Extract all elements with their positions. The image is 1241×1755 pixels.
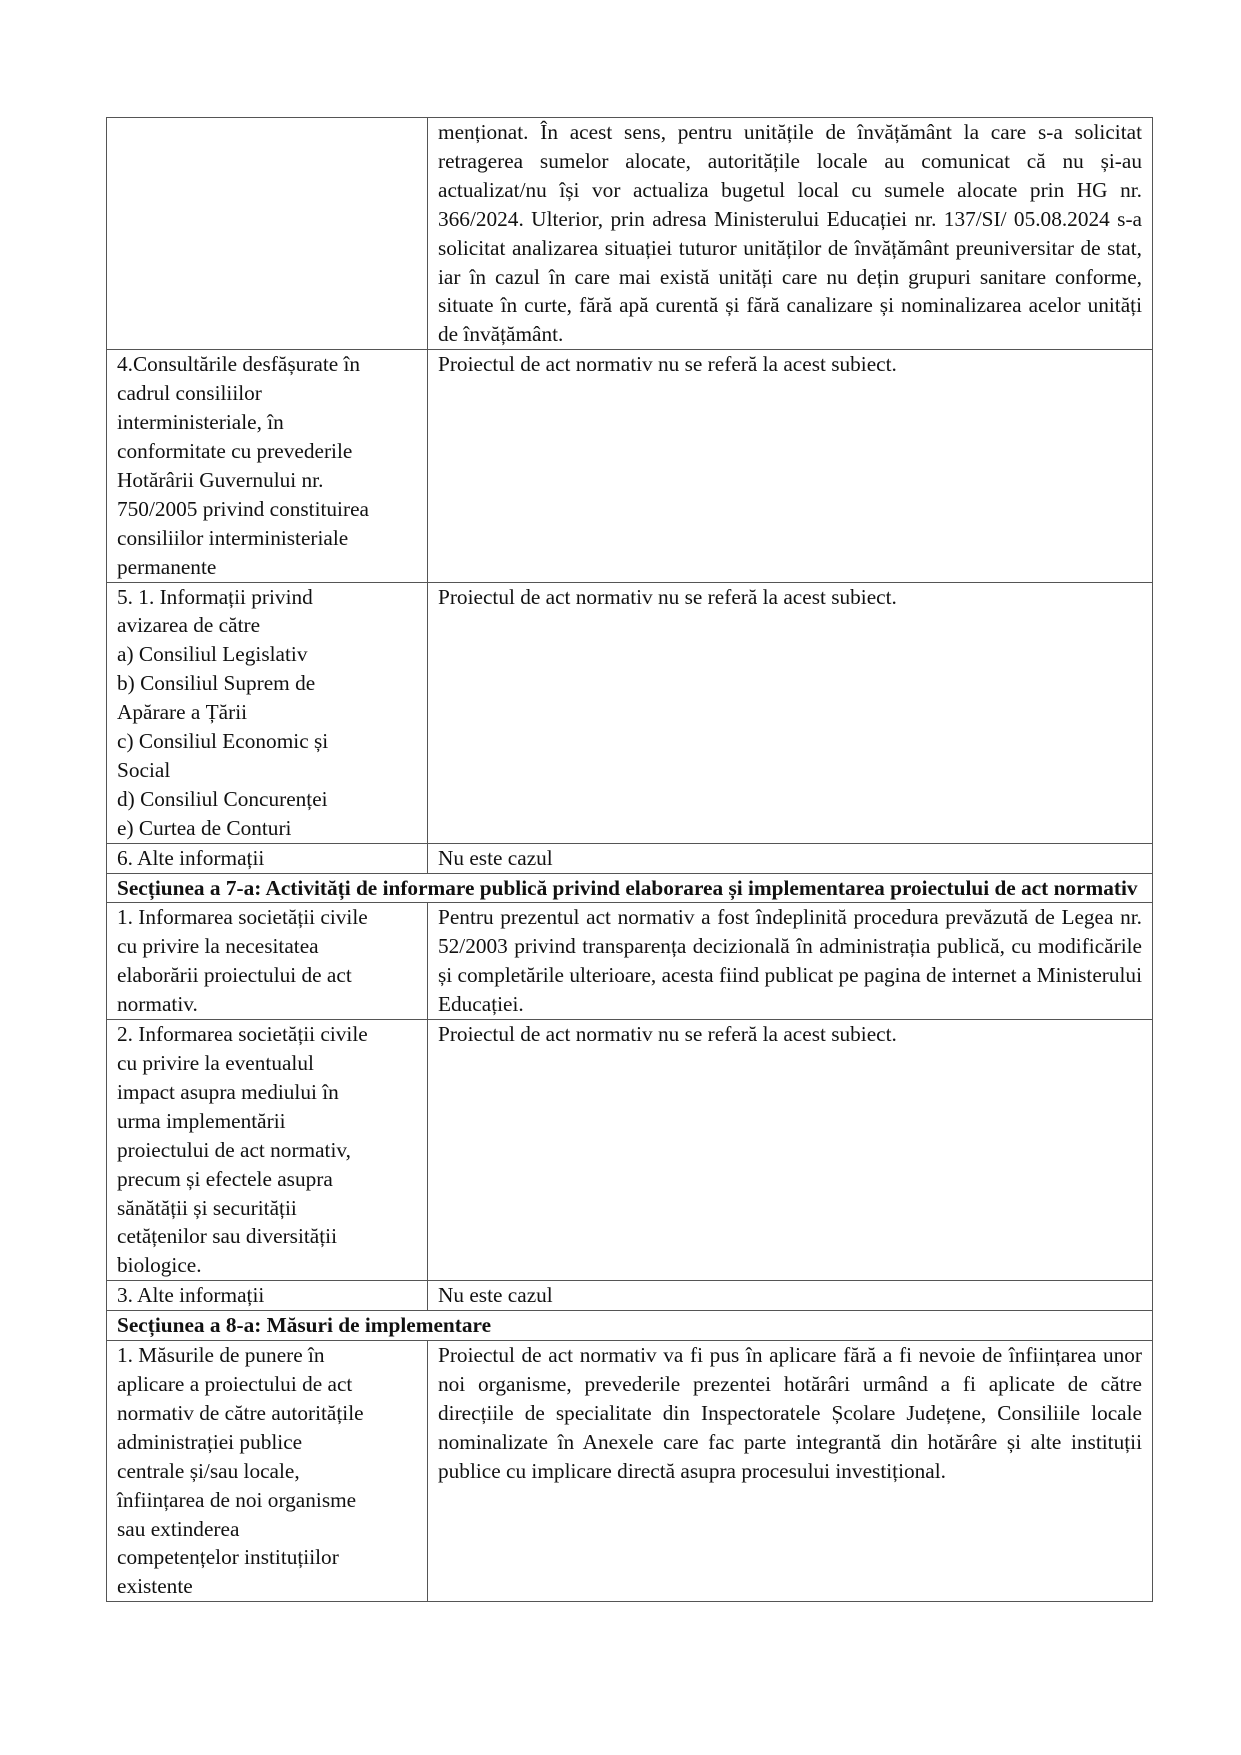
table-row	[107, 582, 1153, 843]
section-header-row	[107, 873, 1153, 903]
row-label-cell	[107, 1341, 428, 1602]
row-content-cell: Nu este cazul	[428, 1281, 1153, 1311]
row-label-line: e) Curtea de Conturi	[117, 815, 292, 840]
row-label-line: 750/2005 privind constituirea	[117, 496, 369, 521]
section-title: Secțiunea a 7-a: Activități de informare publică privind elaborarea și implementarea proiectului de act normativ	[107, 873, 1153, 903]
row-content-cell: Pentru prezentul act normativ a fost îndeplinită procedura prevăzută de Legea nr. 52/2003 privind transparența decizională în administrația publică, cu modificările și completările ulterioare, acesta fiind publicat pe pagina de internet a Ministerului Educației.	[428, 903, 1153, 1020]
row-label-line: 1. Măsurile de punere în	[117, 1343, 325, 1368]
row-label-line: administrației publice	[117, 1429, 303, 1454]
section-title: Secțiunea a 8-a: Măsuri de implementare	[107, 1311, 1153, 1341]
row-label-line: 5. 1. Informații privind	[117, 584, 313, 609]
row-content-cell: Proiectul de act normativ nu se referă la acest subiect.	[428, 1020, 1153, 1281]
row-label-line: aplicare a proiectului de act	[117, 1371, 353, 1396]
table-row	[107, 1341, 1153, 1602]
row-label-line: sănătății și securității	[117, 1195, 297, 1220]
row-label-line: d) Consiliul Concurenței	[117, 786, 328, 811]
row-label-line: centrale și/sau locale,	[117, 1458, 300, 1483]
row-label-cell	[107, 903, 428, 1020]
row-label-cell	[107, 843, 428, 873]
row-label-line: 1. Informarea societății civile	[117, 905, 368, 930]
section-header-row	[107, 1311, 1153, 1341]
row-content-cell: Nu este cazul	[428, 843, 1153, 873]
row-label-line: 4.Consultările desfășurate în	[117, 352, 361, 377]
row-label-cell	[107, 118, 428, 350]
row-label-line: înființarea de noi organisme	[117, 1487, 357, 1512]
row-label-line: Hotărârii Guvernului nr.	[117, 467, 324, 492]
row-label-cell	[107, 1281, 428, 1311]
row-content-cell: Proiectul de act normativ nu se referă la acest subiect.	[428, 582, 1153, 843]
row-label-line: b) Consiliul Suprem de	[117, 671, 316, 696]
row-label-line: competențelor instituțiilor	[117, 1545, 339, 1570]
row-label-line: Apărare a Țării	[117, 700, 248, 725]
row-label-cell	[107, 1020, 428, 1281]
row-label-line: normativ.	[117, 992, 198, 1017]
row-label-line: conformitate cu prevederile	[117, 438, 353, 463]
table-row	[107, 843, 1153, 873]
row-label-line: interministeriale, în	[117, 410, 284, 435]
row-label-line: permanente	[117, 554, 217, 579]
row-label-line: existente	[117, 1574, 193, 1599]
row-label-line: 6. Alte informații	[117, 845, 265, 870]
table-row	[107, 118, 1153, 350]
row-content-cell: Proiectul de act normativ nu se referă la acest subiect.	[428, 350, 1153, 582]
row-label-line: consiliilor interministeriale	[117, 525, 349, 550]
row-label-cell	[107, 350, 428, 582]
row-label-line: precum și efectele asupra	[117, 1166, 333, 1191]
table-row	[107, 903, 1153, 1020]
document-table	[106, 117, 1153, 1602]
row-label-line: normativ de către autoritățile	[117, 1400, 364, 1425]
row-label-line: cetățenilor sau diversității	[117, 1224, 337, 1249]
row-label-line: Social	[117, 757, 171, 782]
row-label-line: impact asupra mediului în	[117, 1079, 339, 1104]
row-label-line: biologice.	[117, 1253, 202, 1278]
table-row	[107, 350, 1153, 582]
row-content-cell: menționat. În acest sens, pentru unitățile de învățământ la care s-a solicitat retragerea sumelor alocate, autoritățile locale au comunicat că nu și-au actualizat/nu își vor actualiza bugetul local cu sumele alocate prin HG nr. 366/2024. Ulterior, prin adresa Ministerului Educației nr. 137/SI/ 05.08.2024 s-a solicitat analizarea situației tuturor unităților de învățământ preuniversitar de stat, iar în cazul în care mai există unități care nu dețin grupuri sanitare conforme, situate în curte, fără apă curentă și fără canalizare și nominalizarea acelor unități de învățământ.	[428, 118, 1153, 350]
row-label-line: proiectului de act normativ,	[117, 1137, 351, 1162]
table-body	[107, 118, 1153, 1602]
table-row	[107, 1020, 1153, 1281]
row-label-line: a) Consiliul Legislativ	[117, 642, 308, 667]
row-label-line: elaborării proiectului de act	[117, 963, 352, 988]
row-label-line: cu privire la necesitatea	[117, 934, 319, 959]
row-content-cell: Proiectul de act normativ va fi pus în aplicare fără a fi nevoie de înființarea unor noi organisme, prevederile prezentei hotărâri urmând a fi aplicate de către direcțiile de specialitate din Inspectoratele Școlare Județene, Consiliile locale nominalizate în Anexele care fac parte integrantă din hotărâre și alte instituții publice cu implicare directă asupra procesului investițional.	[428, 1341, 1153, 1602]
row-label-line: c) Consiliul Economic și	[117, 729, 329, 754]
table-row	[107, 1281, 1153, 1311]
row-label-line: sau extinderea	[117, 1516, 240, 1541]
row-label-line: cu privire la eventualul	[117, 1051, 314, 1075]
row-label-line: urma implementării	[117, 1108, 286, 1133]
row-label-line: 3. Alte informații	[117, 1283, 265, 1308]
row-label-line: cadrul consiliilor	[117, 381, 262, 406]
row-label-cell	[107, 582, 428, 843]
row-label-line: avizarea de către	[117, 613, 261, 638]
row-label-line: 2. Informarea societății civile	[117, 1022, 368, 1047]
